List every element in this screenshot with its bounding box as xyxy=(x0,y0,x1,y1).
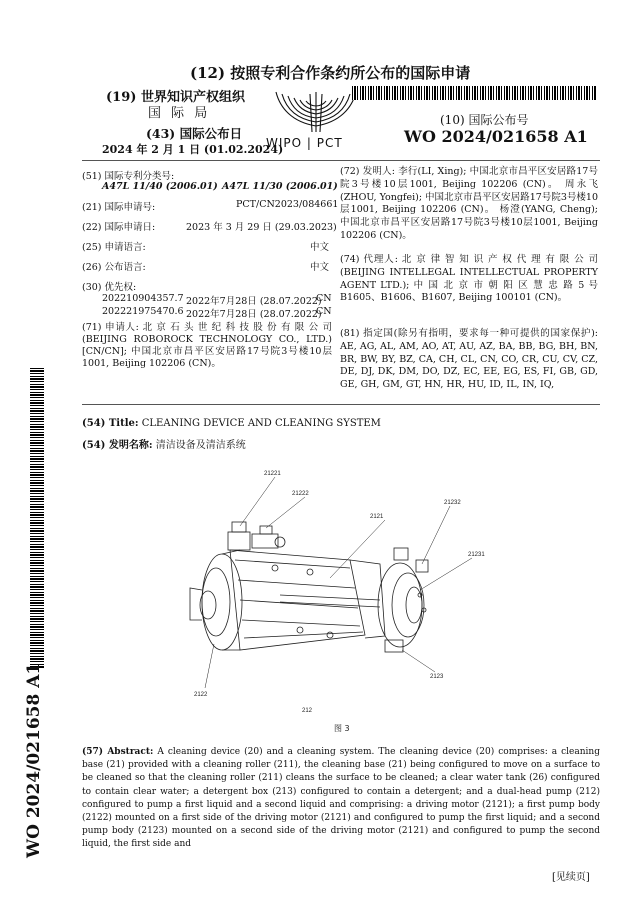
applicant-block: (71) 申请人: 北 京 石 头 世 纪 科 技 股 份 有 限 公 司 (BEIJING ROBOROCK TECHNOLOGY CO., LTD.) [CN/CN]; 中国北京市昌平区安居路17号院3号楼10层1001, Beijing 102206 (CN)。 xyxy=(82,322,332,369)
pub-lang-label: (26) 公布语言: xyxy=(82,262,146,273)
app-no: PCT/CN2023/084661 xyxy=(236,199,339,210)
fig-label-21231: 21231 xyxy=(468,552,485,558)
barcode-side xyxy=(30,368,44,668)
states-block: (81) 指定国(除另有指明，要求每一种可提供的国家保护): AE, AG, AL, AM, AO, AT, AU, AZ, BA, BB, BG, BH, BN, BR, BW, BY, BZ, CA, CH, CL, CN, CO, CR, CU, CV, CZ, DE, DJ, DK, DM, DO, DZ, EC, EE, EG, ES, FI, GB, GD, GE, GH, GM, GT, HN, HR, HU, ID, IL, IN, IQ, xyxy=(340,328,598,391)
pub-no-label: (10) 国际公布号 xyxy=(440,113,529,127)
pub-date-label: (43) 国际公布日 xyxy=(146,126,243,141)
priority-no-1: 202210904357.7 xyxy=(102,293,184,304)
fig-label-212: 212 xyxy=(302,708,313,714)
title-cn: (54) 发明名称: 清洁设备及清洁系统 xyxy=(82,440,246,451)
filing-date-label: (22) 国际申请日: xyxy=(82,222,156,233)
ipc-label: (51) 国际专利分类号: xyxy=(82,171,175,182)
fig-label-2122: 2122 xyxy=(194,692,208,698)
abstract: (57) Abstract: A cleaning device (20) and a cleaning system. The cleaning device (20) comprises: a cleaning base (21) provided with a cleaning roller (211), the cleaning base (21) being configured to move on a surface to be cleaned so that the cleaning roller (211) cleans the surface to be cleaned; a clear water tank (26) configured to contain clear water; a detergent box (213) configured to contain a detergent; and a dual-head pump (212) configured to pump a first liquid and a second liquid and comprising: a driving motor (2121); a first pump body (2122) mounted on a first side of the driving motor (2121) and configured to pump the first liquid; and a second pump body (2123) mounted on a second side of the driving motor (2121) and configured to pump the second liquid, the first side and xyxy=(82,747,600,850)
wipo-logo-icon xyxy=(270,90,362,136)
priority-label: (30) 优先权: xyxy=(82,282,137,293)
priority-date-2: 2022年7月28日 (28.07.2022) xyxy=(186,309,322,320)
figure-drawing xyxy=(180,460,510,740)
pub-date: 2024 年 2 月 1 日 (01.02.2024) xyxy=(102,143,284,156)
ipc-1: A47L 11/40 (2006.01) xyxy=(102,181,218,192)
fig-label-2121: 2121 xyxy=(370,514,384,520)
pub-lang: 中文 xyxy=(310,262,330,273)
divider-top xyxy=(82,160,600,161)
wipo-pct-text: WIPO | PCT xyxy=(266,136,343,150)
agent-block: (74) 代理人: 北 京 律 智 知 识 产 权 代 理 有 限 公 司 (BEIJING INTELLEGAL INTELLECTUAL PROPERTY AGENT LTD.); 中 国 北 京 市 朝 阳 区 慧 忠 路 5 号 B1605、B1606、B1607, Beijing 100101 (CN)。 xyxy=(340,254,598,304)
divider-mid xyxy=(82,404,600,405)
filing-lang: 中文 xyxy=(310,242,330,253)
priority-date-1: 2022年7月28日 (28.07.2022) xyxy=(186,296,322,307)
pub-no: WO 2024/021658 A1 xyxy=(404,127,588,146)
app-no-label: (21) 国际申请号: xyxy=(82,202,156,213)
priority-no-2: 202221975470.6 xyxy=(102,306,184,317)
priority-cc-1: CN xyxy=(316,293,332,304)
document-title: (12) 按照专利合作条约所公布的国际申请 xyxy=(190,64,471,82)
inventor-block: (72) 发明人: 李行(LI, Xing); 中国北京市昌平区安居路17号院3号楼10层1001, Beijing 102206 (CN)。 周永飞(ZHOU, Yongfei); 中国北京市昌平区安居路17号院3号楼10层1001, Beijing 102206 (CN)。 杨澄(YANG, Cheng); 中国北京市昌平区安居路17号院3号楼10层1001, Beijing 102206 (CN)。 xyxy=(340,166,598,241)
barcode-top xyxy=(352,86,596,100)
filing-lang-label: (25) 申请语言: xyxy=(82,242,146,253)
fig-label-21232: 21232 xyxy=(444,500,461,506)
fig-label-21222: 21222 xyxy=(292,491,309,497)
org-sub: 国 际 局 xyxy=(148,106,211,121)
title-en: (54) Title: CLEANING DEVICE AND CLEANING SYSTEM xyxy=(82,418,381,429)
org-name: (19) 世界知识产权组织 xyxy=(106,90,245,105)
priority-cc-2: CN xyxy=(316,306,332,317)
fig-label-2123: 2123 xyxy=(430,674,444,680)
fig-label-21221: 21221 xyxy=(264,471,281,477)
continued-marker: [见续页] xyxy=(552,872,590,883)
ipc-2: A47L 11/30 (2006.01) xyxy=(222,181,338,192)
side-pub-no: WO 2024/021658 A1 xyxy=(24,662,44,858)
filing-date: 2023 年 3 月 29 日 (29.03.2023) xyxy=(186,222,337,233)
figure-caption: 图 3 xyxy=(334,724,350,733)
